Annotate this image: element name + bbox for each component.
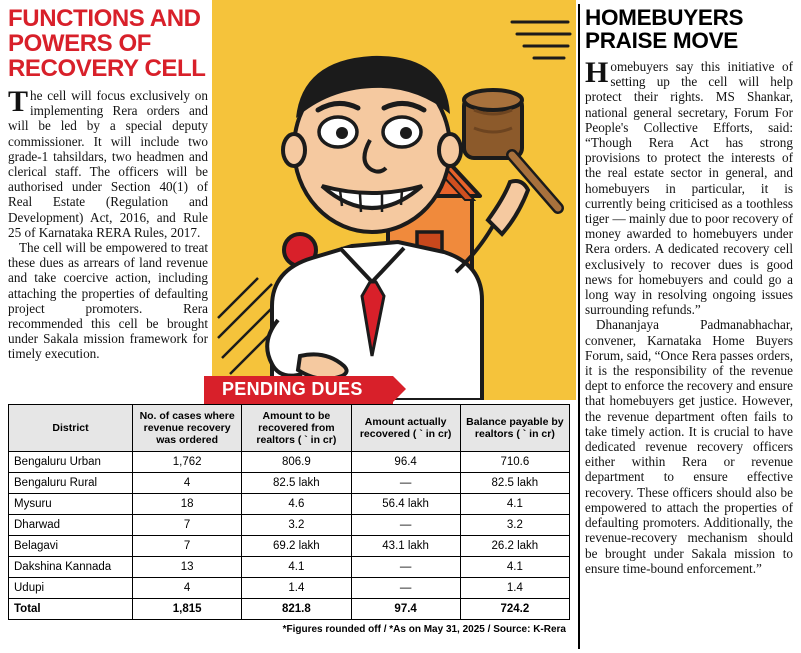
table-row: [9, 536, 570, 557]
cell-cases: 1,762: [133, 452, 242, 473]
table-row: [9, 494, 570, 515]
cell-to-recover: 3.2: [242, 515, 351, 536]
cell-to-recover: 1.4: [242, 578, 351, 599]
left-headline: FUNCTIONS AND POWERS OF RECOVERY CELL: [8, 5, 206, 82]
cell-balance: 82.5 lakh: [460, 473, 569, 494]
cell-cases: 4: [133, 473, 242, 494]
cell-cases: 18: [133, 494, 242, 515]
th-amount-to-be-recovered: Amount to be recovered from realtors ( ` in cr): [242, 405, 351, 452]
left-para-1: he cell will focus exclusively on implementing Rera orders and will be led by a special deputy commissioner. It will include two grade-1 tahsildars, two headmen and clerical staff. The officers will be authorised under Section 40(1) of Real Estate (Regulation and Development) Act, 2016, and Rule 25 of Karnataka RERA Rules, 2017.: [8, 88, 208, 240]
pending-dues-table: [8, 404, 570, 620]
cell-to-recover: 4.6: [242, 494, 351, 515]
cell-balance: 1.4: [460, 578, 569, 599]
table-row: [9, 515, 570, 536]
cell-recovered: —: [351, 473, 460, 494]
cell-district: Bengaluru Urban: [9, 452, 133, 473]
cell-to-recover: 69.2 lakh: [242, 536, 351, 557]
cell-district: Udupi: [9, 578, 133, 599]
cell-to-recover: 82.5 lakh: [242, 473, 351, 494]
right-para-1: omebuyers say this initiative of setting up the cell will help protect their rights. MS Shankar, national general secretary, Forum For People's Collective Efforts, said: “Though Rera Act has strong provisions to protect the interests of the real estate sector in general, and homebuyers in particular, it is currently being criticised as a toothless tiger — mainly due to poor recovery of money awarded to homebuyers under Rera orders. A dedicated recovery cell exclusively to recover dues is good news for homebuyers and could go a long way in resolving ongoing issues surrounding refunds.”: [585, 59, 793, 318]
left-article: [8, 6, 208, 362]
cell-recovered: —: [351, 515, 460, 536]
pending-dues-banner: PENDING DUES: [204, 376, 393, 404]
left-para-2: The cell will be empowered to treat these dues as arrears of land revenue and take coercive action, including attaching the properties of defaulting project promoters. Rera recommended this cell be brought under Sakala mission framework for timely execution.: [8, 240, 208, 362]
cell-cases: 4: [133, 578, 242, 599]
th-cases-ordered: No. of cases where revenue recovery was ordered: [133, 405, 242, 452]
table-row-total: [9, 599, 570, 620]
column-divider: [578, 4, 580, 649]
cell-recovered: —: [351, 578, 460, 599]
cell-district: Dharwad: [9, 515, 133, 536]
cell-recovered: —: [351, 557, 460, 578]
cell-district: Total: [9, 599, 133, 620]
table-row: [9, 557, 570, 578]
right-body: [585, 56, 794, 576]
cell-recovered: 96.4: [351, 452, 460, 473]
cell-to-recover: 4.1: [242, 557, 351, 578]
right-dropcap: H: [585, 56, 609, 89]
cell-balance: 710.6: [460, 452, 569, 473]
cell-recovered: 97.4: [351, 599, 460, 620]
th-amount-actually-recovered: Amount actually recovered ( ` in cr): [351, 405, 460, 452]
cell-recovered: 56.4 lakh: [351, 494, 460, 515]
cell-balance: 4.1: [460, 494, 569, 515]
table-footnote: *Figures rounded off / *As on May 31, 2025 / Source: K-Rera: [282, 624, 566, 635]
table-row: [9, 473, 570, 494]
cell-district: Dakshina Kannada: [9, 557, 133, 578]
right-para-2: Dhananjaya Padmanabhachar, convener, Karnataka Home Buyers Forum, said, “Once Rera passes orders, it is the responsibility of the revenue dept to enforce the recovery and ensure that homebuyers get justice. However, the revenue department often fails to take timely action. It is crucial to have dedicated revenue recovery officers either within Rera or revenue department to ensure effective recovery. These officers should also be empowered to attach the properties of defaulting promoters. Additionally, the revenue-recovery mechanism should be brought under Sakala mission to ensure time-bound enforcement.”: [585, 317, 794, 576]
cell-district: Belagavi: [9, 536, 133, 557]
th-district: District: [9, 405, 133, 452]
cell-district: Bengaluru Rural: [9, 473, 133, 494]
cell-balance: 3.2: [460, 515, 569, 536]
right-article: [585, 6, 793, 576]
cell-cases: 1,815: [133, 599, 242, 620]
cell-to-recover: 806.9: [242, 452, 351, 473]
cell-cases: 13: [133, 557, 242, 578]
cell-balance: 26.2 lakh: [460, 536, 569, 557]
table-header-row: [9, 405, 570, 452]
cell-cases: 7: [133, 515, 242, 536]
table-row: [9, 452, 570, 473]
cartoon-illustration: [212, 0, 576, 400]
pending-dues-table-block: [8, 376, 570, 635]
cell-balance: 4.1: [460, 557, 569, 578]
cartoon-svg: [212, 0, 576, 400]
right-headline: HOMEBUYERS PRAISE MOVE: [585, 5, 744, 53]
cell-to-recover: 821.8: [242, 599, 351, 620]
cell-cases: 7: [133, 536, 242, 557]
cell-balance: 724.2: [460, 599, 569, 620]
th-balance-payable: Balance payable by realtors ( ` in cr): [460, 405, 569, 452]
table-row: [9, 578, 570, 599]
cell-district: Mysuru: [9, 494, 133, 515]
left-body: [8, 85, 208, 362]
left-dropcap: T: [8, 85, 29, 118]
cell-recovered: 43.1 lakh: [351, 536, 460, 557]
